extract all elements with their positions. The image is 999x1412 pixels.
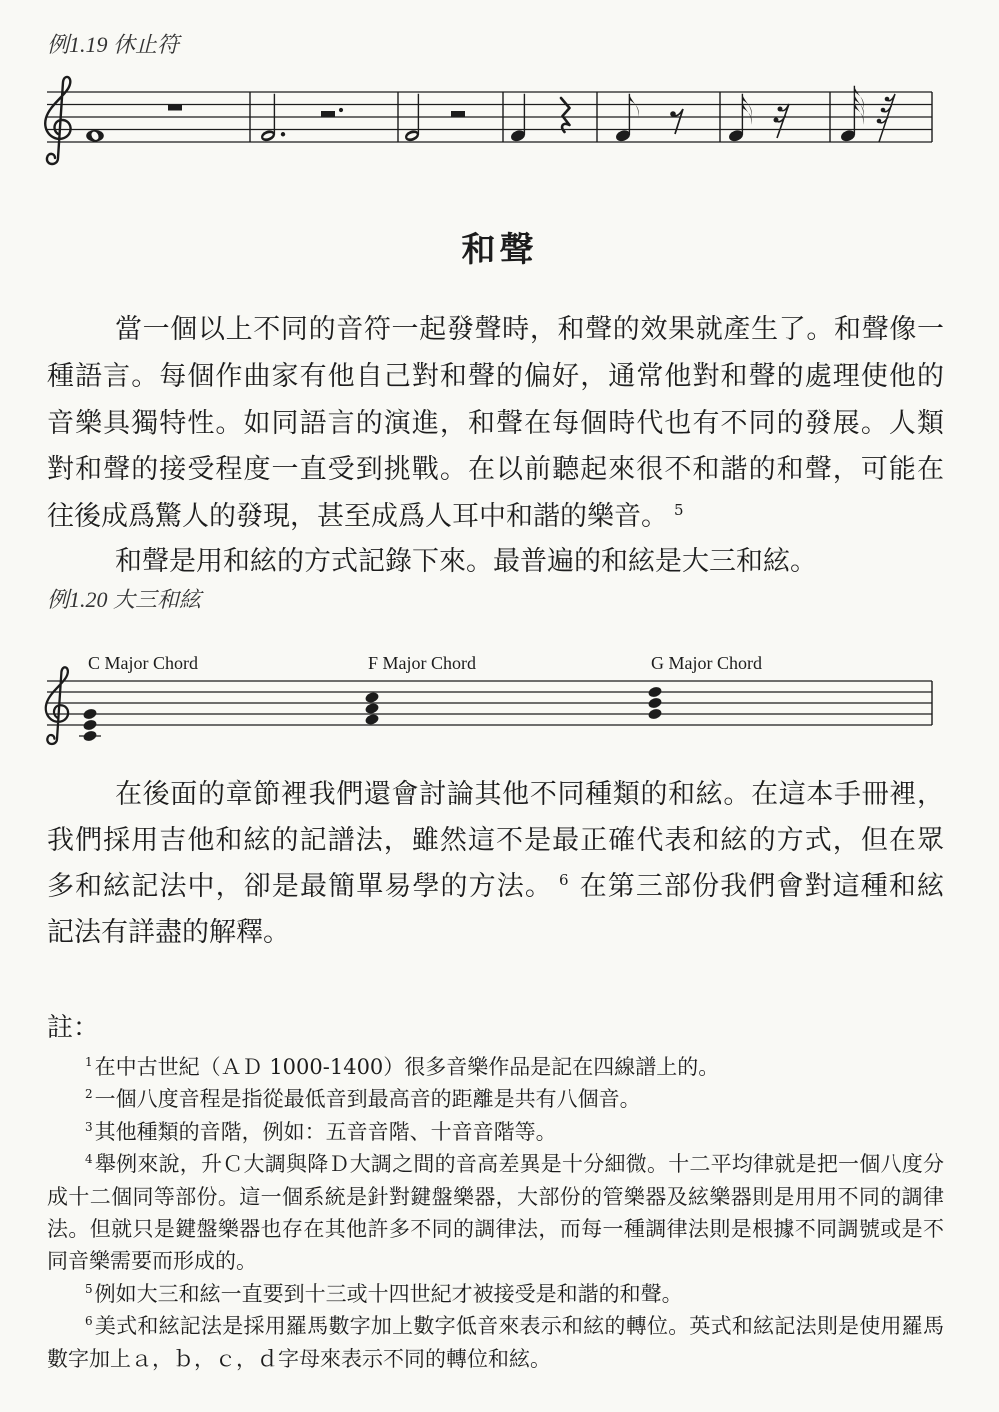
staff-lines: [47, 681, 932, 725]
note-head: [82, 718, 98, 731]
section-title: 和聲: [461, 230, 538, 270]
staff-lines: [47, 92, 932, 142]
example-caption-major-triads: 例1.20 大三和絃: [47, 587, 202, 612]
footnote-text: 在中古世紀（ＡＤ 1000-1400）很多音樂作品是記在四線譜上的。: [94, 1055, 720, 1079]
paragraph-line: [47, 864, 944, 910]
augmentation-dot: [281, 132, 285, 136]
example-caption-rests: 例1.19 休止符: [47, 32, 180, 57]
line-text: 在後面的章節裡我們還會討論其他不同種類的和絃。在這本手冊裡，: [115, 779, 944, 810]
note-head: [647, 685, 663, 698]
major-triad-staff: [0, 664, 999, 754]
footnote-line: [47, 1343, 944, 1375]
footnote: [47, 1051, 944, 1083]
note-head: [647, 707, 663, 720]
paragraph-line: [47, 307, 944, 354]
footnote-number: 3: [85, 1119, 93, 1134]
eighth-note: [615, 94, 639, 143]
footnote-text: 同音樂需要而形成的。: [47, 1249, 257, 1274]
half-rest: [451, 111, 465, 117]
chord-label-c-major: C Major Chord: [88, 653, 198, 673]
line-text: 種語言。每個作曲家有他自己對和聲的偏好，通常他對和聲的處理使他的: [47, 360, 944, 392]
footnote-line: [47, 1213, 944, 1245]
thirty-second-rest: [877, 94, 895, 142]
line-text: 記法有詳盡的解釋。: [47, 917, 290, 948]
line-text: 多和絃記法中，卻是最簡單易學的方法。: [47, 871, 554, 902]
note-flag: [742, 94, 752, 117]
treble-clef-icon: [45, 77, 70, 164]
line-text: 在第三部份我們會對這種和絃: [578, 871, 945, 902]
eighth-rest: [670, 109, 683, 134]
note-head: [364, 713, 380, 726]
chord-label-g-major: G Major Chord: [651, 653, 762, 673]
thirty-second-note: [840, 86, 864, 143]
note-head: [647, 696, 663, 709]
footnote: [47, 1278, 944, 1310]
note-flag: [854, 86, 864, 109]
line-text: 音樂具獨特性。如同語言的演進，和聲在每個時代也有不同的發展。人類: [47, 407, 944, 439]
footnote-ref: 6: [559, 871, 569, 889]
note-head: [82, 707, 98, 720]
paragraph-line: [47, 910, 944, 956]
note-head: [364, 702, 380, 715]
note-flag: [854, 102, 864, 125]
footnotes: [47, 1051, 944, 1375]
footnote-text: 美式和絃記法是採用羅馬數字加上數字低音來表示和絃的轉位。英式和絃記法則是使用羅馬: [94, 1314, 944, 1339]
dotted-half-rest: [321, 108, 343, 117]
paragraph-line: [47, 494, 944, 541]
footnote-number: 4: [85, 1152, 93, 1167]
chord-g-major: [647, 685, 663, 720]
footnote-ref: 5: [674, 501, 684, 520]
note-head: [364, 691, 380, 704]
paragraph-line: [47, 447, 944, 494]
line-text: 往後成爲驚人的發現，甚至成爲人耳中和諧的樂音。: [47, 501, 668, 533]
whole-rest: [168, 105, 182, 111]
paragraph-chord-notation: [47, 539, 944, 586]
dotted-half-note: [260, 94, 286, 143]
quarter-note: [510, 94, 527, 143]
half-rest-block: [321, 111, 335, 117]
paragraph-line: [47, 818, 944, 864]
chord-f-major: [364, 691, 380, 726]
footnote-text: 其他種類的音階，例如：五音音階、十音音階等。: [94, 1119, 557, 1144]
paragraph-line: [47, 354, 944, 401]
note-flag: [629, 94, 639, 117]
footnote-text: 一個八度音程是指從最低音到最高音的距離是共有八個音。: [94, 1087, 641, 1112]
footnote-number: 5: [85, 1281, 93, 1296]
footnote-text: 例如大三和絃一直要到十三或十四世紀才被接受是和諧的和聲。: [94, 1281, 683, 1306]
footnote-number: 6: [85, 1314, 93, 1329]
treble-clef-icon: [46, 667, 68, 744]
whole-note: [86, 130, 104, 142]
footnote: [47, 1310, 944, 1342]
paragraph-guitar-chord-notation: [47, 772, 944, 956]
augmentation-dot: [339, 108, 343, 112]
quarter-rest: [561, 98, 570, 132]
paragraph-line: [47, 539, 944, 586]
line-text: 我們採用吉他和絃的記譜法，雖然這不是最正確代表和絃的方式，但在眾: [47, 825, 944, 856]
footnote-number: 1: [85, 1055, 93, 1069]
notes-heading: 註：: [47, 1013, 100, 1043]
note-flag: [854, 94, 864, 117]
note-flag: [742, 102, 752, 125]
sixteenth-rest: [774, 104, 790, 138]
footnote: [47, 1083, 944, 1115]
chord-label-f-major: F Major Chord: [368, 653, 476, 673]
footnote-text: 法。但就只是鍵盤樂器也存在其他許多不同的調律法，而每一種調律法則是根據不同調號或是不: [47, 1216, 944, 1241]
footnote-line: [47, 1245, 944, 1277]
footnote: [47, 1148, 944, 1180]
line-text: 當一個以上不同的音符一起發聲時，和聲的效果就產生了。和聲像一: [115, 314, 944, 345]
footnote-text: 數字加上ａ，ｂ，ｃ，ｄ字母來表示不同的轉位和絃。: [47, 1346, 551, 1371]
line-text: 對和聲的接受程度一直受到挑戰。在以前聽起來很不和諧的和聲，可能在: [47, 454, 944, 486]
half-note: [404, 94, 421, 143]
footnote: [47, 1116, 944, 1148]
paragraph-harmony-intro: [47, 307, 944, 541]
paragraph-line: [47, 772, 944, 818]
footnote-number: 2: [85, 1087, 93, 1102]
rest-example-staff: [0, 72, 999, 172]
paragraph-line: [47, 401, 944, 448]
line-text: 和聲是用和絃的方式記錄下來。最普遍的和絃是大三和絃。: [115, 546, 817, 577]
footnote-line: [47, 1181, 944, 1213]
footnote-text: 舉例來說，升Ｃ大調與降Ｄ大調之間的音高差異是十分細微。十二平均律就是把一個八度分: [94, 1152, 944, 1177]
note-head: [82, 729, 98, 742]
sixteenth-note: [728, 94, 752, 143]
footnote-text: 成十二個同等部份。這一個系統是針對鍵盤樂器，大部份的管樂器及絃樂器則是用用不同的調律: [47, 1184, 944, 1209]
